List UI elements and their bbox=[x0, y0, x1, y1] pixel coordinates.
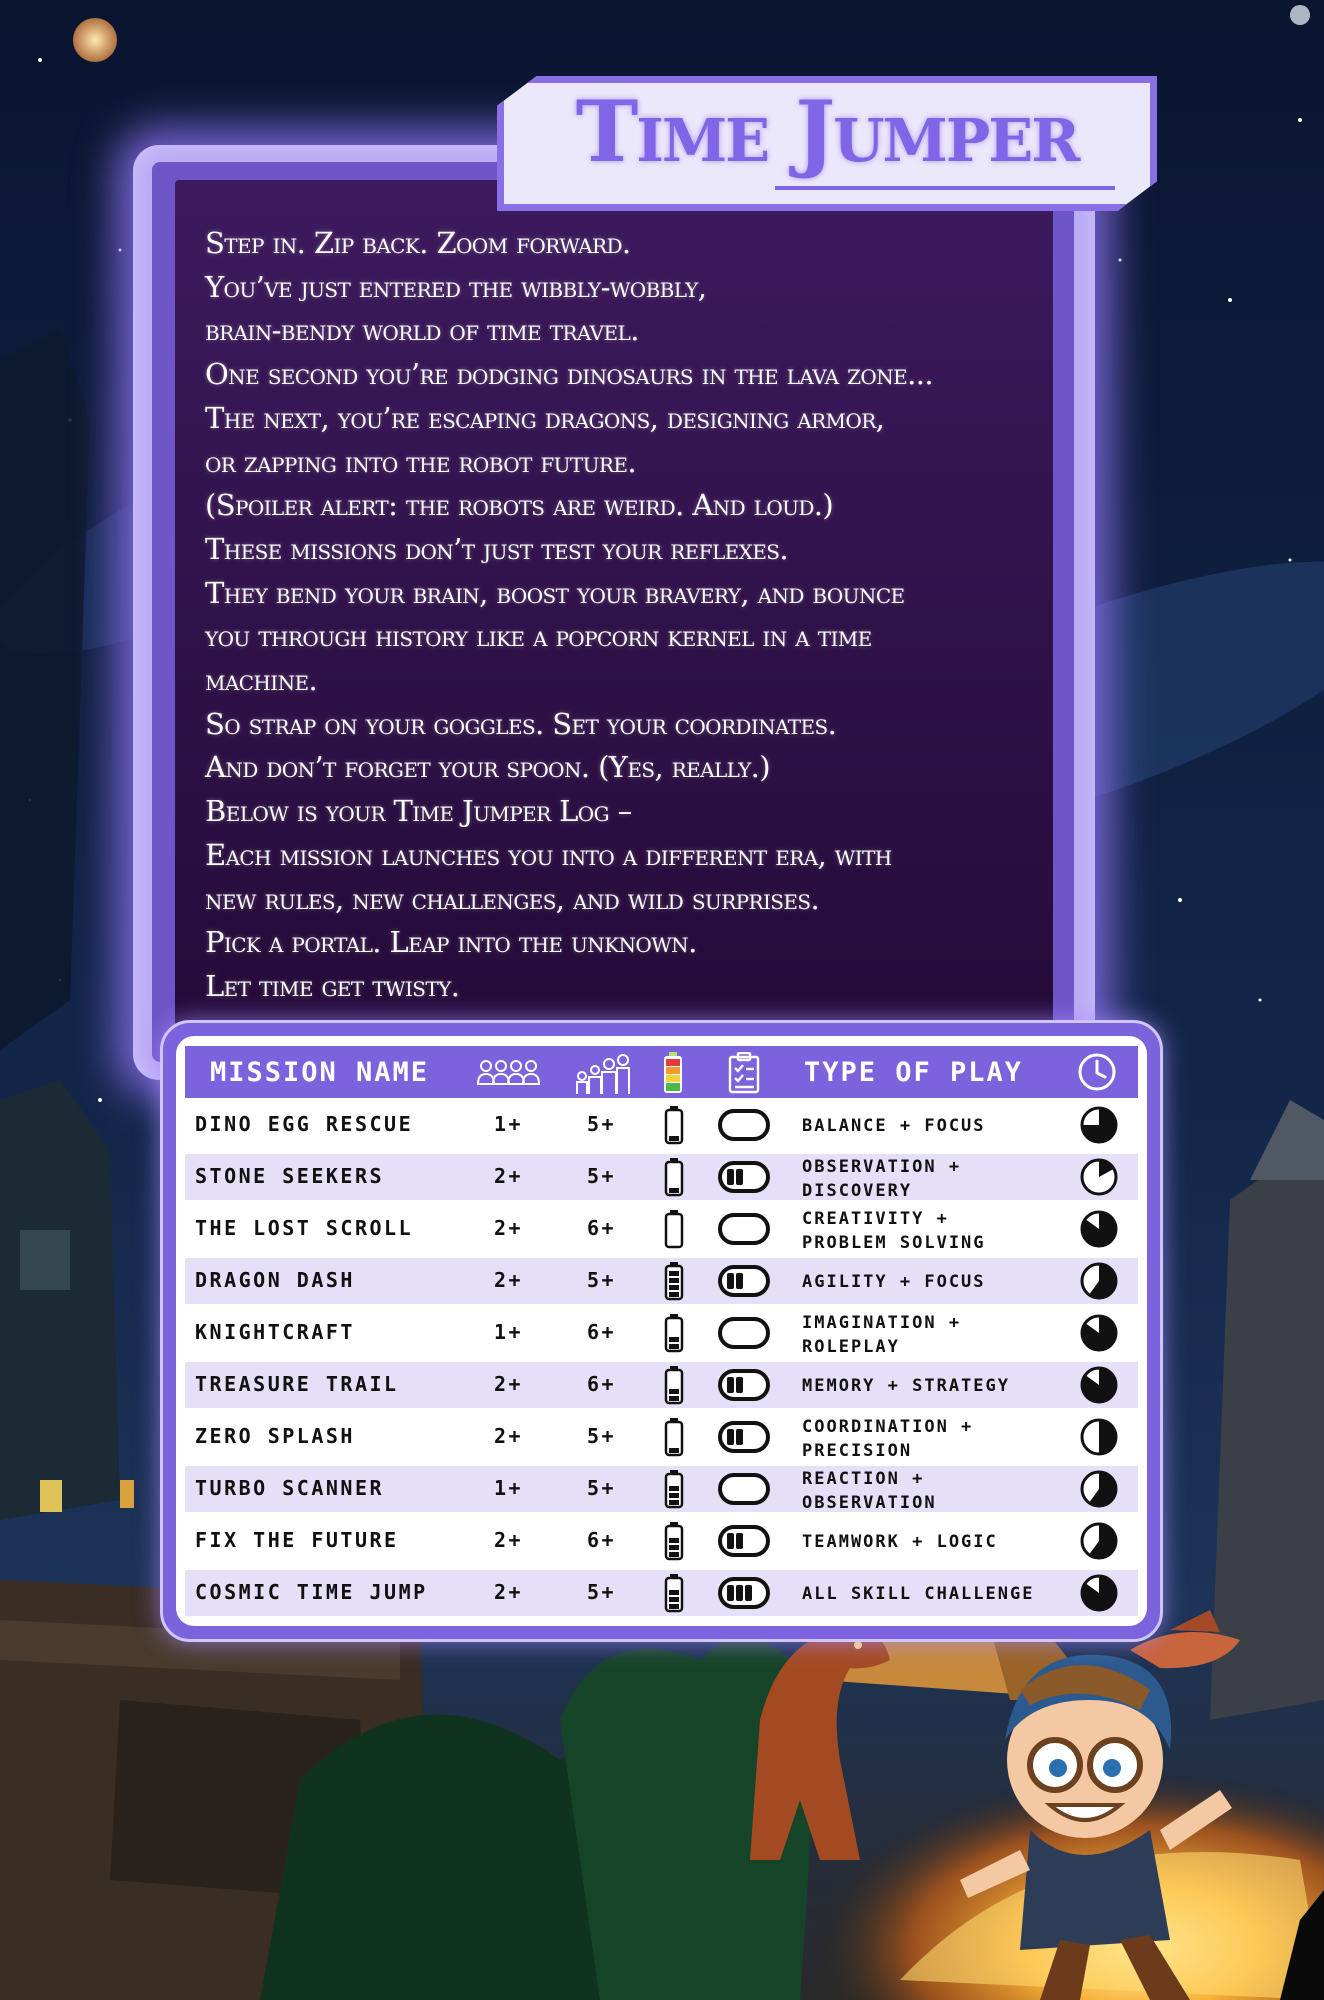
intro-line: So strap on your goggles. Set your coordinates. bbox=[205, 706, 837, 741]
intro-line: Each mission launches you into a different era, with bbox=[205, 837, 892, 872]
mission-name: TURBO SCANNER bbox=[195, 1476, 385, 1500]
age-range: 6+ bbox=[587, 1528, 617, 1552]
intro-line: or zapping into the robot future. bbox=[205, 444, 636, 479]
type-of-play: AGILITY + FOCUS bbox=[802, 1272, 986, 1292]
age-range: 5+ bbox=[587, 1424, 617, 1448]
players-count: 1+ bbox=[494, 1112, 524, 1136]
intro-line: Step in. Zip back. Zoom forward. bbox=[205, 226, 631, 260]
header-type-of-play: TYPE OF PLAY bbox=[804, 1057, 1024, 1088]
type-of-play: ALL SKILL CHALLENGE bbox=[802, 1584, 1035, 1604]
intro-line: Let time get twisty. bbox=[205, 968, 460, 1003]
difficulty-toggle-icon bbox=[718, 1576, 770, 1610]
type-of-play: CREATIVITY + bbox=[802, 1209, 949, 1229]
mission-name: DRAGON DASH bbox=[195, 1268, 355, 1292]
duration-pie-icon bbox=[1079, 1313, 1119, 1353]
intro-line: new rules, new challenges, and wild surprises. bbox=[205, 881, 820, 916]
age-range: 5+ bbox=[587, 1112, 617, 1136]
energy-battery-icon bbox=[663, 1105, 685, 1145]
duration-pie-icon bbox=[1079, 1157, 1119, 1197]
age-range: 6+ bbox=[587, 1372, 617, 1396]
age-range: 5+ bbox=[587, 1164, 617, 1188]
players-count: 2+ bbox=[494, 1580, 524, 1604]
players-count: 2+ bbox=[494, 1164, 524, 1188]
age-range: 5+ bbox=[587, 1268, 617, 1292]
duration-pie-icon bbox=[1079, 1365, 1119, 1405]
mission-name: KNIGHTCRAFT bbox=[195, 1320, 355, 1344]
players-count: 2+ bbox=[494, 1424, 524, 1448]
age-range: 5+ bbox=[587, 1476, 617, 1500]
type-of-play: OBSERVATION + bbox=[802, 1157, 962, 1177]
intro-line: machine. bbox=[205, 663, 318, 698]
type-of-play-line2: PROBLEM SOLVING bbox=[802, 1233, 986, 1253]
mission-name: STONE SEEKERS bbox=[195, 1164, 385, 1188]
energy-battery-icon bbox=[663, 1261, 685, 1301]
difficulty-toggle-icon bbox=[718, 1108, 770, 1142]
intro-line: you through history like a popcorn kernel in a time bbox=[205, 619, 872, 654]
clock-icon bbox=[1077, 1052, 1117, 1092]
energy-battery-icon bbox=[663, 1209, 685, 1249]
age-range: 6+ bbox=[587, 1216, 617, 1240]
duration-pie-icon bbox=[1079, 1469, 1119, 1509]
type-of-play: REACTION + bbox=[802, 1469, 925, 1489]
header-mission-name: MISSION NAME bbox=[210, 1057, 430, 1088]
players-count: 2+ bbox=[494, 1216, 524, 1240]
duration-pie-icon bbox=[1079, 1261, 1119, 1301]
battery-icon bbox=[662, 1052, 684, 1094]
mission-name: DINO EGG RESCUE bbox=[195, 1112, 414, 1136]
energy-battery-icon bbox=[663, 1365, 685, 1405]
intro-line: They bend your brain, boost your bravery, and bounce bbox=[205, 575, 905, 610]
difficulty-toggle-icon bbox=[718, 1524, 770, 1558]
players-count: 2+ bbox=[494, 1528, 524, 1552]
type-of-play-line2: PRECISION bbox=[802, 1441, 913, 1461]
mission-name: COSMIC TIME JUMP bbox=[195, 1580, 428, 1604]
energy-battery-icon bbox=[663, 1521, 685, 1561]
intro-line: And don’t forget your spoon. (Yes, really.) bbox=[205, 750, 771, 785]
difficulty-toggle-icon bbox=[718, 1420, 770, 1454]
type-of-play-line2: DISCOVERY bbox=[802, 1181, 913, 1201]
duration-pie-icon bbox=[1079, 1417, 1119, 1457]
intro-line: One second you’re dodging dinosaurs in the lava zone... bbox=[205, 357, 933, 392]
intro-line: You’ve just entered the wibbly-wobbly, bbox=[205, 269, 707, 304]
family-icon bbox=[574, 1052, 630, 1096]
duration-pie-icon bbox=[1079, 1521, 1119, 1561]
intro-line: The next, you’re escaping dragons, designing armor, bbox=[205, 400, 885, 435]
title-underline bbox=[775, 186, 1115, 190]
duration-pie-icon bbox=[1079, 1209, 1119, 1249]
mission-name: THE LOST SCROLL bbox=[195, 1216, 414, 1240]
players-count: 2+ bbox=[494, 1268, 524, 1292]
duration-pie-icon bbox=[1079, 1105, 1119, 1145]
difficulty-toggle-icon bbox=[718, 1160, 770, 1194]
type-of-play: BALANCE + FOCUS bbox=[802, 1116, 986, 1136]
page-title: Time Jumper bbox=[575, 82, 1079, 181]
age-range: 5+ bbox=[587, 1580, 617, 1604]
players-count: 1+ bbox=[494, 1476, 524, 1500]
type-of-play: COORDINATION + bbox=[802, 1417, 974, 1437]
intro-text bbox=[205, 222, 1035, 1009]
energy-battery-icon bbox=[663, 1417, 685, 1457]
energy-battery-icon bbox=[663, 1469, 685, 1509]
intro-line: These missions don’t just test your reflexes. bbox=[205, 531, 788, 566]
players-count: 2+ bbox=[494, 1372, 524, 1396]
duration-pie-icon bbox=[1079, 1573, 1119, 1613]
intro-line: brain-bendy world of time travel. bbox=[205, 313, 639, 348]
type-of-play: MEMORY + STRATEGY bbox=[802, 1376, 1010, 1396]
type-of-play: TEAMWORK + LOGIC bbox=[802, 1532, 998, 1552]
group-icon bbox=[476, 1052, 542, 1092]
mission-name: ZERO SPLASH bbox=[195, 1424, 355, 1448]
type-of-play: IMAGINATION + bbox=[802, 1313, 962, 1333]
energy-battery-icon bbox=[663, 1313, 685, 1353]
difficulty-toggle-icon bbox=[718, 1368, 770, 1402]
difficulty-toggle-icon bbox=[718, 1212, 770, 1246]
difficulty-toggle-icon bbox=[718, 1472, 770, 1506]
players-count: 1+ bbox=[494, 1320, 524, 1344]
mission-name: FIX THE FUTURE bbox=[195, 1528, 399, 1552]
intro-line: (Spoiler alert: the robots are weird. And loud.) bbox=[205, 488, 834, 523]
energy-battery-icon bbox=[663, 1573, 685, 1613]
type-of-play-line2: OBSERVATION bbox=[802, 1493, 937, 1513]
mission-name: TREASURE TRAIL bbox=[195, 1372, 399, 1396]
difficulty-toggle-icon bbox=[718, 1316, 770, 1350]
age-range: 6+ bbox=[587, 1320, 617, 1344]
intro-line: Below is your Time Jumper Log – bbox=[205, 794, 632, 829]
type-of-play-line2: ROLEPLAY bbox=[802, 1337, 900, 1357]
intro-line: Pick a portal. Leap into the unknown. bbox=[205, 925, 697, 960]
difficulty-toggle-icon bbox=[718, 1264, 770, 1298]
clipboard-icon bbox=[728, 1052, 760, 1094]
energy-battery-icon bbox=[663, 1157, 685, 1197]
